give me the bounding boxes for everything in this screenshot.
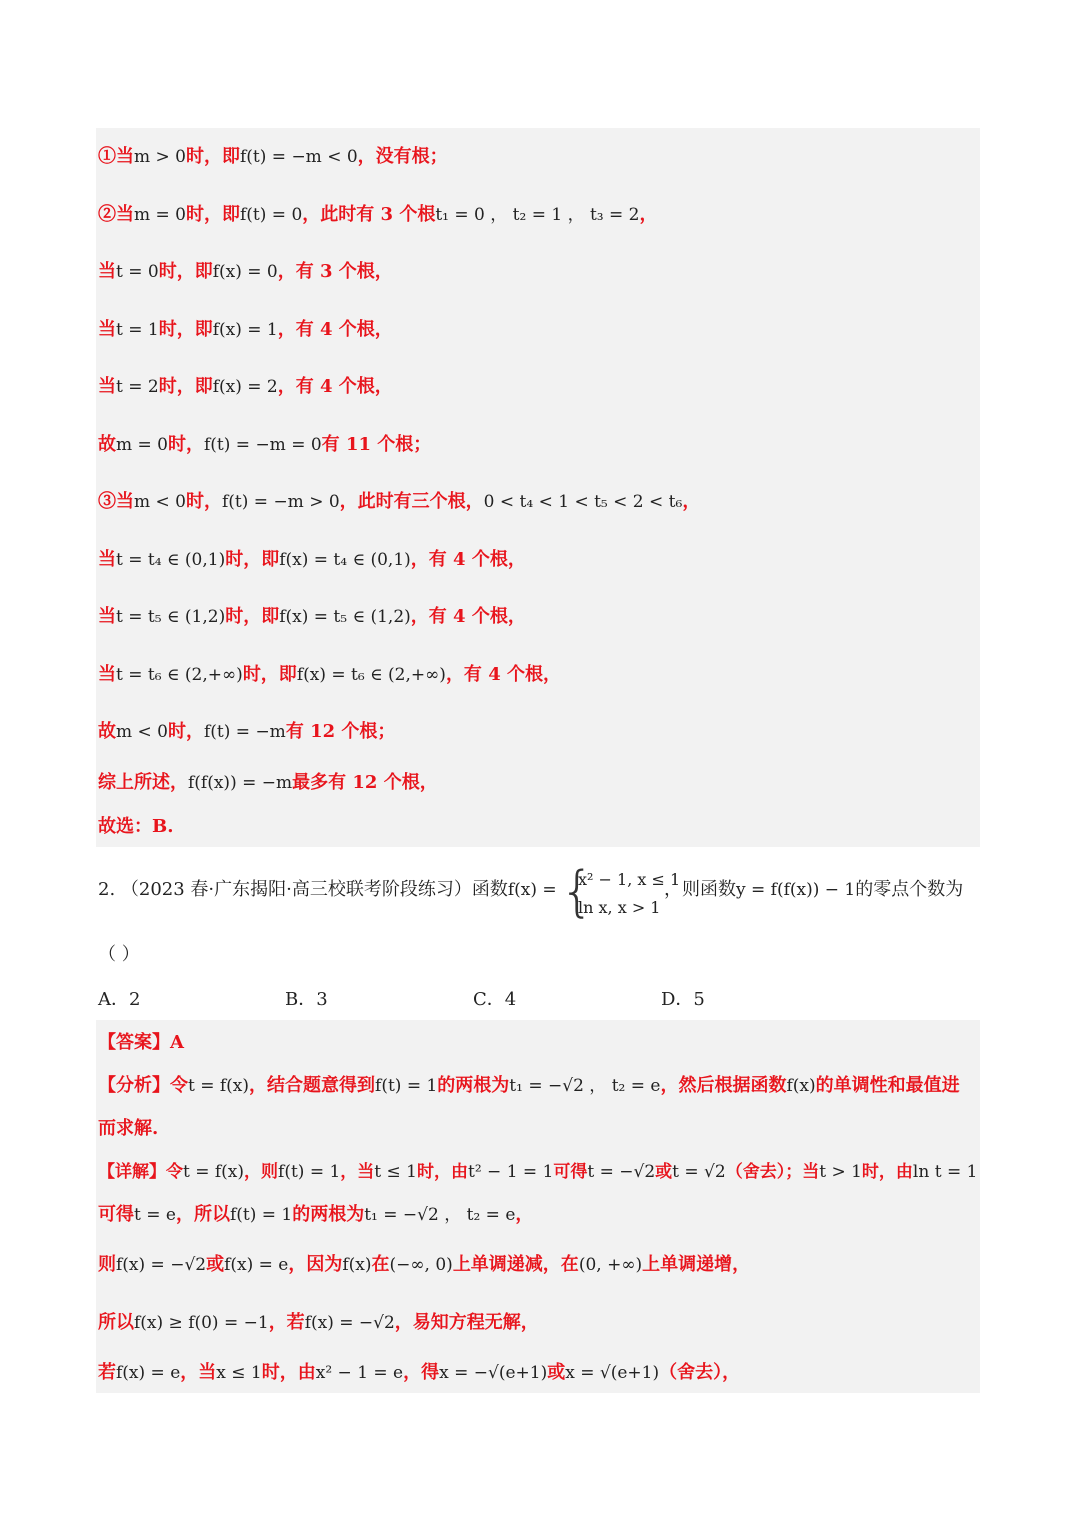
solution-line-11-text: 故 (98, 721, 116, 742)
solution-line-10 (98, 662, 561, 688)
analysis-cont: 而求解. (98, 1118, 159, 1139)
solution-line-4-text: 当 (98, 319, 116, 340)
solution-line-8-rest: 时，即 (225, 549, 280, 570)
solution-line-2-math3: t₁ = 0 ， t₂ = 1 ， t₃ = 2 (435, 205, 640, 225)
solution-line-9-math: t = t₅ ∈ (1,2) (116, 607, 226, 627)
choice-a[interactable]: A．2 (98, 989, 141, 1010)
solution-line-10-rest2: ，有 4 个根， (445, 664, 561, 685)
solution-line-3-math: t = 0 (116, 262, 159, 282)
solution-line-8-text: 当 (98, 549, 116, 570)
solution-line-2-rest3: ， (639, 204, 658, 225)
solution-line-6-rest: 时， (168, 434, 204, 455)
detail-line-2: 可得t = e，所以f(t) = 1的两根为t₁ = −√2 ， t₂ = e， (98, 1204, 534, 1225)
question-paren: （ ） (98, 944, 140, 965)
solution-line-4-rest: 时，即 (158, 319, 213, 340)
solution-line-6-math: m = 0 (116, 435, 168, 455)
solution-line-12 (98, 770, 438, 796)
solution-line-4-rest2: ，有 4 个根， (277, 319, 393, 340)
solution-line-12-math: f(f(x)) = −m (188, 773, 293, 793)
solution-line-10-math: t = t₆ ∈ (2,+∞) (116, 665, 243, 685)
solution-line-9-math2: f(x) = t₅ ∈ (1,2) (279, 607, 411, 627)
solution-line-11-rest2: 有 12 个根； (285, 721, 396, 742)
solution-line-2-rest2: ，此时有 3 个根 (302, 204, 436, 225)
solution-line-10-math2: f(x) = t₆ ∈ (2,+∞) (296, 665, 446, 685)
brace-icon: { (560, 860, 595, 923)
analysis-line: 【分析】令t = f(x)，结合题意得到f(t) = 1的两根为t₁ = −√2 ， t₂ = e，然后根据函数f(x)的单调性和最值进 (98, 1075, 960, 1096)
detail-line-3: 则f(x) = −√2或f(x) = e，因为f(x)在(−∞, 0)上单调递减，在(0, +∞)上单调递增， (98, 1254, 751, 1275)
piece-2: ln x, x > 1 (578, 898, 661, 917)
solution-line-8-math: t = t₄ ∈ (0,1) (116, 550, 226, 570)
question-fx: f(x) = (507, 880, 557, 900)
solution-line-6-text: 故 (98, 434, 116, 455)
solution-line-12-text: 综上所述， (98, 772, 188, 793)
solution-line-1-rest2: ，没有根； (357, 146, 448, 167)
solution-line-10-rest: 时，即 (242, 664, 297, 685)
solution-line-8-rest2: ，有 4 个根， (410, 549, 526, 570)
solution-line-4-math: t = 1 (116, 320, 159, 340)
solution-line-2-text: ②当 (98, 204, 134, 225)
choice-c[interactable]: C．4 (473, 989, 517, 1010)
solution-line-13-text: 故选：B. (98, 816, 174, 837)
solution-line-5-math2: f(x) = 2 (212, 377, 278, 397)
solution-line-1-math2: f(t) = −m < 0 (240, 147, 358, 167)
solution-line-2-rest: 时，即 (186, 204, 240, 225)
solution-line-2-math: m = 0 (134, 205, 186, 225)
solution-line-7-math3: 0 < t₄ < 1 < t₅ < 2 < t₆ (483, 492, 683, 512)
solution-line-2 (98, 202, 658, 228)
solution-line-9-rest: 时，即 (225, 606, 280, 627)
solution-line-7 (98, 489, 700, 515)
solution-line-7-rest2: ，此时有三个根， (339, 491, 484, 512)
solution-line-11 (98, 719, 395, 745)
solution-line-2-math2: f(t) = 0 (240, 205, 303, 225)
solution-line-5-text: 当 (98, 376, 116, 397)
solution-line-3-math2: f(x) = 0 (212, 262, 278, 282)
solution-line-7-rest3: ， (682, 491, 701, 512)
solution-line-9 (98, 604, 526, 630)
solution-line-9-rest2: ，有 4 个根， (410, 606, 526, 627)
solution-line-3-text: 当 (98, 261, 116, 282)
solution-line-3-rest2: ，有 3 个根， (277, 261, 393, 282)
detail-line-4: 所以f(x) ≥ f(0) = −1，若f(x) = −√2，易知方程无解， (98, 1312, 539, 1333)
solution-line-4-math2: f(x) = 1 (212, 320, 278, 340)
solution-line-11-math2: f(t) = −m (204, 722, 286, 742)
solution-line-6 (98, 432, 431, 458)
answer-line: 【答案】A (98, 1032, 184, 1053)
solution-line-5-rest: 时，即 (158, 376, 213, 397)
solution-line-7-math: m < 0 (134, 492, 186, 512)
solution-line-13 (98, 814, 173, 840)
detail-line-5: 若f(x) = e，当x ≤ 1时，由x² − 1 = e，得x = −√(e+1)或x = √(e+1)（舍去）， (98, 1362, 741, 1383)
question-line: 2. （2023 春·广东揭阳·高三校联考阶段练习）函数f(x) = (98, 879, 557, 900)
solution-line-9-text: 当 (98, 606, 116, 627)
solution-line-7-rest: 时， (186, 491, 222, 512)
detail-line-1: 【详解】令t = f(x)，则f(t) = 1，当t ≤ 1时，由t² − 1 = 1可得t = −√2或t = √2（舍去）；当t > 1时，由ln t = 1 (98, 1162, 978, 1182)
solution-line-1 (98, 144, 448, 170)
solution-line-6-rest2: 有 11 个根； (321, 434, 432, 455)
solution-line-1-text: ①当 (98, 146, 134, 167)
solution-line-11-math: m < 0 (116, 722, 168, 742)
solution-line-7-text: ③当 (98, 491, 134, 512)
solution-line-7-math2: f(t) = −m > 0 (222, 492, 340, 512)
choice-d[interactable]: D．5 (661, 989, 705, 1010)
solution-line-6-math2: f(t) = −m = 0 (204, 435, 322, 455)
solution-line-5-math: t = 2 (116, 377, 159, 397)
solution-line-8 (98, 547, 526, 573)
question-expr: y = f(f(x)) − 1 (736, 880, 856, 900)
solution-line-12-rest: 最多有 12 个根， (292, 772, 438, 793)
solution-line-1-rest: 时，即 (186, 146, 240, 167)
question-line-suffix: ，则函数y = f(f(x)) − 1的零点个数为 (664, 879, 964, 900)
solution-line-1-math: m > 0 (134, 147, 186, 167)
solution-line-5 (98, 374, 393, 400)
solution-line-3-rest: 时，即 (158, 261, 213, 282)
solution-line-8-math2: f(x) = t₄ ∈ (0,1) (279, 550, 411, 570)
solution-line-10-text: 当 (98, 664, 116, 685)
choice-b[interactable]: B．3 (285, 989, 328, 1010)
piece-1: x² − 1, x ≤ 1 (578, 870, 681, 889)
solution-line-5-rest2: ，有 4 个根， (277, 376, 393, 397)
solution-line-3 (98, 259, 393, 285)
solution-line-11-rest: 时， (168, 721, 204, 742)
solution-line-4 (98, 317, 393, 343)
